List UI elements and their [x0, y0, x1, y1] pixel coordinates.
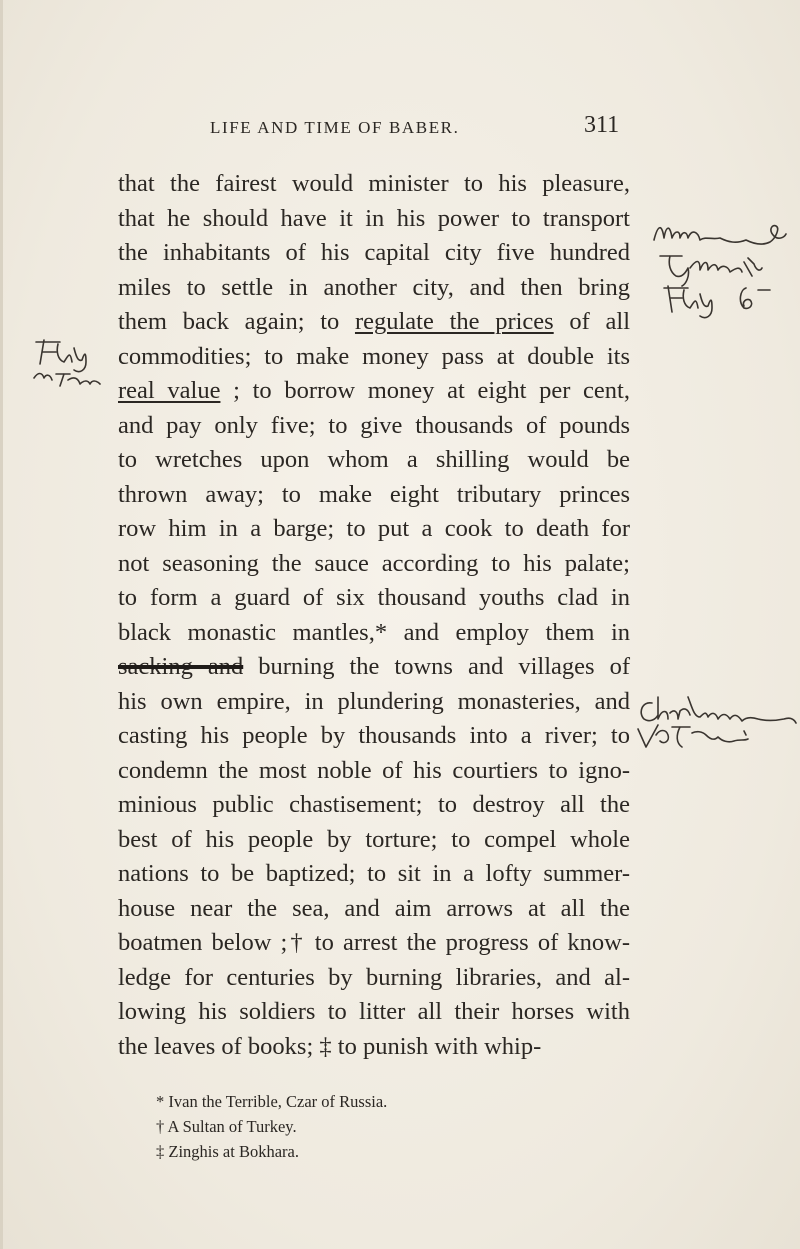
text-line: the inhabitants of his capital city five hundred: [118, 239, 630, 266]
running-head: LIFE AND TIME OF BABER.: [210, 118, 460, 137]
text-line: not seasoning the sauce according to his palate;: [118, 549, 630, 577]
page-edge: [0, 0, 3, 1249]
handwriting-scribble: [650, 218, 790, 254]
handwriting-scribble: [660, 280, 780, 322]
underlined-phrase: regulate the prices: [354, 308, 554, 335]
text-fragment: them back again; to: [118, 308, 355, 335]
text-line: [118, 374, 630, 409]
text-line: thrown away; to make eight tributary princes: [118, 480, 630, 508]
handwritten-note-right-top: [650, 218, 790, 254]
text-line: house near the sea, and aim arrows at all the: [118, 894, 630, 922]
text-line: commodities; to make money pass at double its: [118, 342, 630, 370]
text-line: row him in a barge; to put a cook to death for: [118, 515, 630, 542]
text-line: miles to settle in another city, and then bring: [118, 273, 630, 301]
handwritten-note-left: [30, 336, 110, 394]
text-line: casting his people by thousands into a river; to: [118, 722, 630, 749]
page-header: [0, 104, 800, 144]
text-fragment: of all: [553, 308, 631, 335]
text-line: ledge for centuries by burning libraries, and al-: [118, 963, 630, 991]
text-line: the leaves of books; ‡ to punish with whip-: [118, 1032, 542, 1060]
text-line: best of his people by torture; to compel whole: [118, 825, 630, 853]
body-text: [118, 167, 630, 1064]
underlined-phrase: real value: [118, 377, 221, 404]
footnote: ‡ Zinghis at Bokhara.: [156, 1142, 299, 1161]
text-line: [118, 305, 630, 340]
text-line: to wretches upon whom a shilling would be: [118, 446, 630, 473]
handwritten-note-right-third: [660, 280, 780, 322]
text-fragment: ; to borrow money at eight per cent,: [220, 377, 630, 404]
footnote: † A Sultan of Turkey.: [156, 1117, 297, 1136]
text-line: condemn the most noble of his courtiers to igno-: [118, 756, 630, 784]
text-line: that the fairest would minister to his pleasure,: [118, 170, 630, 197]
handwriting-scribble: [634, 695, 798, 753]
handwritten-note-right-lower: [634, 695, 798, 753]
page-number: 311: [584, 112, 620, 138]
footnote: * Ivan the Terrible, Czar of Russia.: [156, 1092, 388, 1111]
text-line: lowing his soldiers to litter all their horses with: [118, 998, 630, 1025]
text-line: black monastic mantles,* and employ them in: [118, 618, 630, 646]
handwriting-scribble: [30, 336, 110, 394]
text-line: boatmen below ;† to arrest the progress of know-: [118, 929, 630, 956]
footnotes: [156, 1089, 616, 1164]
text-line: nations to be baptized; to sit in a lofty summer-: [118, 860, 630, 887]
text-line: [118, 650, 630, 685]
text-line: that he should have it in his power to transport: [118, 204, 630, 232]
struck-through-phrase: sacking and: [118, 653, 244, 680]
text-line: minious public chastisement; to destroy all the: [118, 791, 630, 818]
text-line: his own empire, in plundering monasteries, and: [118, 687, 630, 715]
text-line: and pay only five; to give thousands of pounds: [118, 411, 630, 439]
text-line: to form a guard of six thousand youths clad in: [118, 584, 630, 611]
text-fragment: burning the towns and villages of: [243, 653, 630, 680]
